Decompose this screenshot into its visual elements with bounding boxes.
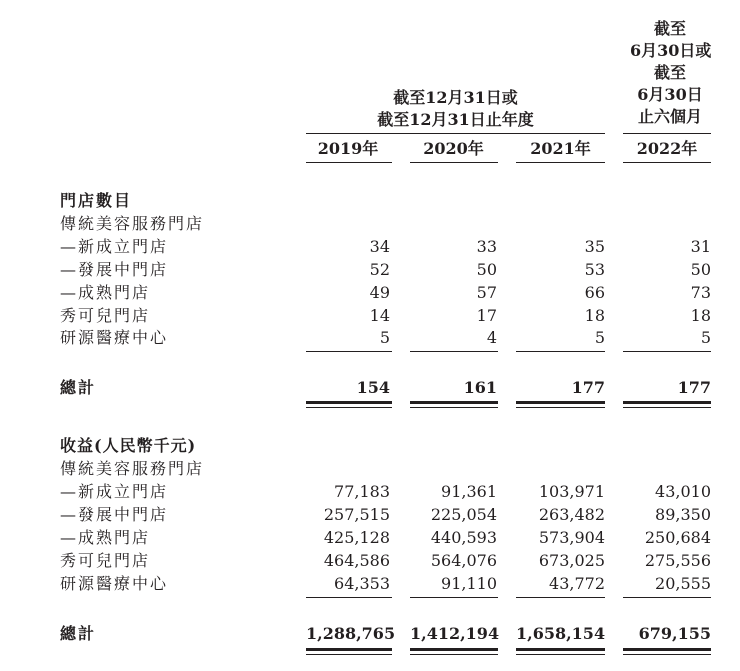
cell-value: 257,515: [323, 505, 390, 524]
row-label: 傳統美容服務門店: [60, 459, 205, 478]
period-header-group-line1: 截至12月31日或: [393, 88, 518, 107]
total-value: 1,412,194: [410, 624, 500, 643]
total-double-rule: [623, 648, 711, 651]
period-header-right-line: 6月30日: [637, 85, 703, 104]
cell-value: 464,586: [323, 551, 390, 570]
row-label: —成熟門店: [60, 528, 151, 547]
cell-value: 5: [594, 328, 605, 347]
cell-value: 18: [690, 306, 711, 325]
cell-value: 14: [369, 306, 390, 325]
year-header-2021: 2021年: [530, 139, 591, 158]
total-double-rule: [516, 401, 605, 404]
row-label: 研源醫療中心: [60, 574, 169, 593]
total-double-rule: [410, 654, 498, 655]
cell-value: 263,482: [538, 505, 605, 524]
subtotal-rule: [623, 351, 711, 352]
row-label: 秀可兒門店: [60, 306, 151, 325]
total-double-rule: [410, 648, 498, 651]
cell-value: 73: [690, 283, 711, 302]
total-double-rule: [306, 401, 392, 404]
cell-value: 564,076: [430, 551, 497, 570]
subtotal-rule: [306, 351, 392, 352]
cell-value: 5: [379, 328, 390, 347]
total-label: 總計: [60, 624, 97, 643]
period-header-right-line: 截至: [653, 63, 686, 82]
total-double-rule: [516, 407, 605, 408]
cell-value: 50: [476, 260, 497, 279]
period-header-right-line: 6月30日或: [630, 41, 712, 60]
cell-value: 103,971: [538, 482, 605, 501]
cell-value: 57: [476, 283, 497, 302]
year-header-rule: [410, 162, 498, 163]
total-double-rule: [516, 654, 605, 655]
cell-value: 91,361: [441, 482, 497, 501]
cell-value: 64,353: [334, 574, 390, 593]
cell-value: 91,110: [441, 574, 497, 593]
year-header-2019: 2019年: [317, 139, 379, 158]
total-value: 177: [571, 378, 605, 397]
total-label: 總計: [60, 378, 97, 397]
cell-value: 573,904: [538, 528, 605, 547]
total-value: 1,288,765: [306, 624, 396, 643]
total-double-rule: [623, 654, 711, 655]
cell-value: 43,772: [549, 574, 605, 593]
period-header-right-line: 止六個月: [637, 107, 702, 126]
cell-value: 77,183: [334, 482, 390, 501]
cell-value: 250,684: [644, 528, 711, 547]
section-title-revenue: 收益(人民幣千元): [60, 436, 197, 455]
cell-value: 440,593: [430, 528, 497, 547]
cell-value: 33: [476, 237, 497, 256]
row-label: 研源醫療中心: [60, 328, 169, 347]
cell-value: 275,556: [644, 551, 711, 570]
cell-value: 50: [690, 260, 711, 279]
total-double-rule: [410, 407, 498, 408]
cell-value: 49: [369, 283, 390, 302]
subtotal-rule: [306, 597, 392, 598]
subtotal-rule: [516, 597, 605, 598]
row-label: —新成立門店: [60, 482, 169, 501]
total-value: 161: [463, 378, 497, 397]
total-value: 177: [677, 378, 711, 397]
year-header-rule: [516, 162, 605, 163]
cell-value: 425,128: [323, 528, 390, 547]
cell-value: 52: [369, 260, 390, 279]
year-header-2022: 2022年: [636, 139, 698, 158]
subtotal-rule: [410, 351, 498, 352]
header-group-rule: [306, 133, 605, 134]
period-header-right-line: 截至: [653, 19, 686, 38]
subtotal-rule: [623, 597, 711, 598]
cell-value: 4: [486, 328, 497, 347]
period-header-right: [630, 18, 710, 128]
row-label: —發展中門店: [60, 260, 169, 279]
total-value: 679,155: [638, 624, 711, 643]
row-label: —新成立門店: [60, 237, 169, 256]
total-value: 1,658,154: [516, 624, 606, 643]
cell-value: 18: [584, 306, 605, 325]
year-header-2020: 2020年: [423, 139, 484, 158]
subtotal-rule: [516, 351, 605, 352]
cell-value: 225,054: [430, 505, 497, 524]
total-double-rule: [306, 648, 392, 651]
row-label: —成熟門店: [60, 283, 151, 302]
cell-value: 31: [690, 237, 711, 256]
cell-value: 35: [584, 237, 605, 256]
total-double-rule: [410, 401, 498, 404]
section-title-stores: 門店數目: [60, 191, 133, 210]
total-value: 154: [356, 378, 390, 397]
total-double-rule: [623, 407, 711, 408]
cell-value: 66: [584, 283, 605, 302]
subtotal-rule: [410, 597, 498, 598]
cell-value: 34: [369, 237, 390, 256]
year-header-rule: [306, 162, 392, 163]
total-double-rule: [306, 654, 392, 655]
cell-value: 673,025: [538, 551, 605, 570]
total-double-rule: [306, 407, 392, 408]
cell-value: 17: [476, 306, 497, 325]
row-label: 秀可兒門店: [60, 551, 151, 570]
cell-value: 43,010: [655, 482, 711, 501]
cell-value: 53: [584, 260, 605, 279]
row-label: —發展中門店: [60, 505, 169, 524]
total-double-rule: [623, 401, 711, 404]
cell-value: 5: [700, 328, 711, 347]
total-double-rule: [516, 648, 605, 651]
cell-value: 89,350: [655, 505, 711, 524]
row-label: 傳統美容服務門店: [60, 214, 205, 233]
header-right-rule: [623, 133, 711, 134]
cell-value: 20,555: [655, 574, 711, 593]
period-header-group-line2: 截至12月31日止年度: [377, 110, 534, 129]
year-header-rule: [623, 162, 711, 163]
